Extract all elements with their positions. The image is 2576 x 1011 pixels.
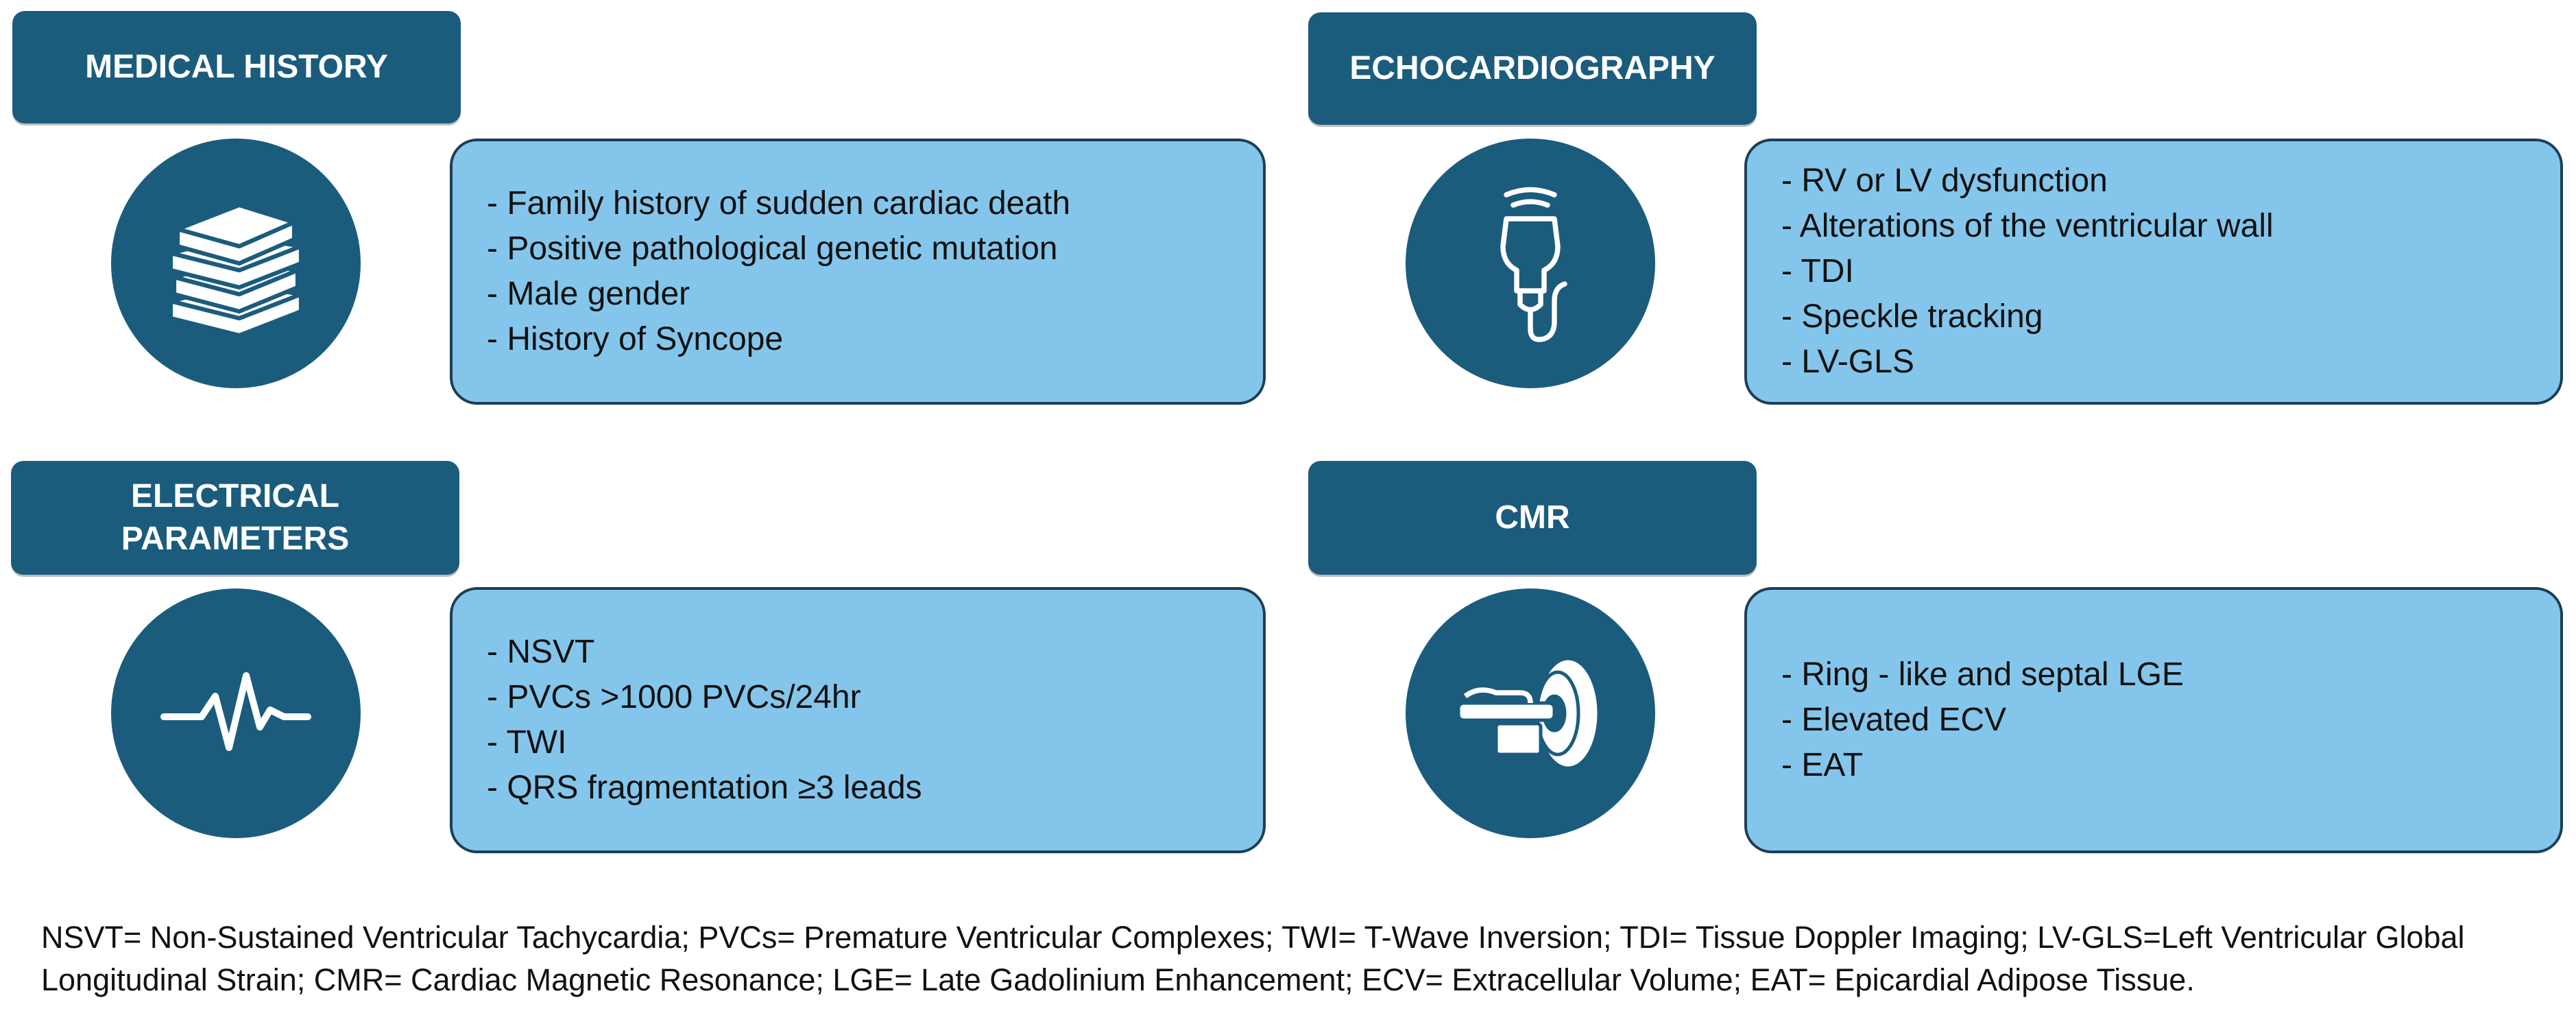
cmr-list [1781,652,2560,788]
list-item: - PVCs >1000 PVCs/24hr [487,679,861,715]
cmr-box [1744,587,2563,853]
list-item: - Positive pathological genetic mutation [487,230,1058,267]
list-item: - Family history of sudden cardiac death [487,185,1071,222]
list-item: - LV-GLS [1781,344,1914,380]
medical-history-box [450,139,1266,405]
list-item: - TDI [1781,253,1854,289]
list-item: - Male gender [487,276,690,312]
list-item: - QRS fragmentation ≥3 leads [487,770,922,806]
ultrasound-probe-icon [1445,178,1616,349]
mri-scanner-icon [1445,628,1616,799]
echocardiography-header: ECHOCARDIOGRAPHY [1308,12,1757,125]
list-item: - History of Syncope [487,321,784,357]
ecg-waveform-icon [150,628,322,799]
echocardiography-box [1744,139,2563,405]
electrical-parameters-box [450,587,1266,853]
electrical-parameters-icon-circle [111,588,361,838]
medical-history-icon-circle [111,139,361,388]
echocardiography-list [1781,158,2560,385]
list-item: - RV or LV dysfunction [1781,163,2108,199]
list-item: - Speckle tracking [1781,298,2043,335]
list-item: - EAT [1781,747,1864,783]
books-icon [150,178,322,349]
medical-history-header: MEDICAL HISTORY [12,11,461,123]
echocardiography-icon-circle [1406,139,1655,388]
abbreviations-footnote: NSVT= Non-Sustained Ventricular Tachycardia; PVCs= Premature Ventricular Complexes; TWI= T-Wave Inversion; TDI= Tissue Doppler Imaging; LV-GLS=Left Ventricular Global Longitudinal Strain; CMR= Cardiac Magnetic Resonance; LGE= Late Gadolinium Enhancement; ECV= Extracellular Volume; EAT= Epicardial Adipose Tissue. [41,920,2465,997]
list-item: - Elevated ECV [1781,702,2007,738]
electrical-parameters-list [487,630,1263,811]
medical-history-list [487,181,1263,362]
cmr-header: CMR [1308,461,1757,575]
list-item: - NSVT [487,634,595,670]
electrical-parameters-header: ELECTRICAL PARAMETERS [11,461,459,575]
cmr-icon-circle [1406,588,1655,838]
list-item: - Ring - like and septal LGE [1781,656,2184,693]
list-item: - Alterations of the ventricular wall [1781,208,2274,244]
list-item: - TWI [487,724,567,761]
